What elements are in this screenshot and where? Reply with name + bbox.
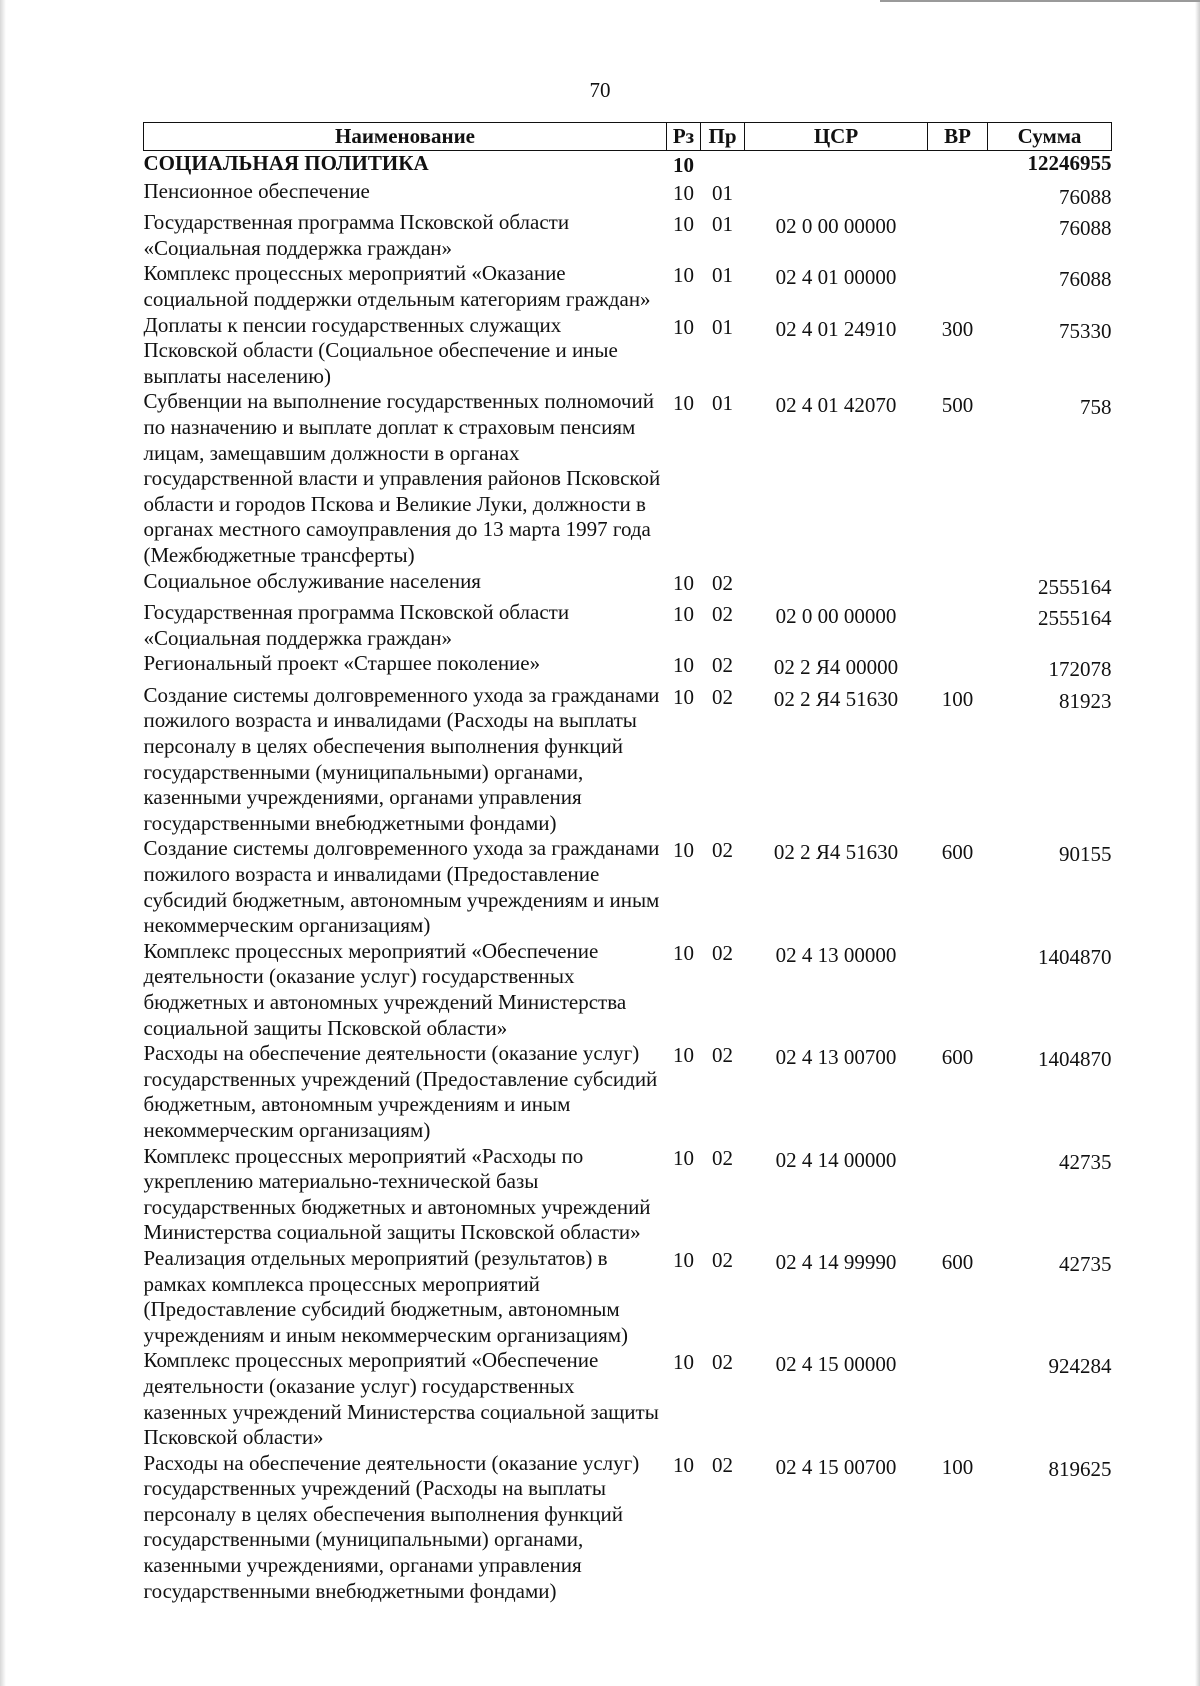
cell-sum: 2555164: [1038, 574, 1112, 599]
table-body: [144, 151, 1112, 1605]
table-row: [144, 683, 1112, 837]
cell-csr: 02 4 15 00700: [775, 1454, 897, 1479]
header-sum: Сумма: [988, 123, 1112, 151]
header-csr: ЦСР: [745, 123, 928, 151]
cell-pr: 02: [712, 838, 733, 863]
cell-sum: 90155: [1059, 842, 1112, 867]
cell-pr: 02: [712, 1452, 733, 1477]
cell-vr: [928, 569, 988, 601]
scan-edge-right: [1195, 0, 1200, 1686]
cell-sum: 75330: [1059, 318, 1112, 343]
cell-sum: 76088: [1059, 184, 1112, 209]
table-row: [144, 261, 1112, 312]
header-vr: ВР: [928, 123, 988, 151]
cell-name: Комплекс процессных мероприятий «Обеспечение деятельности (оказание услуг) государственных бюджетных и автономных учреждений Министерства социальной защиты Псковской области»: [143, 938, 627, 1040]
cell-vr: 600: [941, 1249, 974, 1274]
table-row: [144, 151, 1112, 179]
cell-csr: [745, 179, 928, 211]
cell-name: Создание системы долговременного ухода за гражданами пожилого возраста и инвалидами (Расходы на выплаты персоналу в целях обеспечения выполнения функций государственными (муниципальными) органами, казенными учреждениями, органами управления государственными внебюджетными фондами): [143, 682, 660, 835]
cell-vr: [928, 651, 988, 683]
cell-sum: 12246955: [1027, 151, 1112, 175]
cell-sum: 819625: [1048, 1456, 1112, 1481]
table-row: [144, 836, 1112, 938]
cell-name: Комплекс процессных мероприятий «Обеспечение деятельности (оказание услуг) государственных казенных учреждений Министерства социальной защиты Псковской области»: [143, 1348, 659, 1450]
cell-vr: 100: [941, 1454, 974, 1479]
cell-pr: 02: [712, 684, 733, 709]
cell-vr: 500: [941, 393, 974, 418]
cell-vr: 100: [941, 686, 974, 711]
cell-pr: [701, 151, 745, 179]
cell-rz: 10: [673, 838, 694, 863]
cell-csr: 02 2 Я4 00000: [773, 655, 899, 680]
cell-sum: 81923: [1059, 688, 1112, 713]
cell-csr: 02 0 00 00000: [775, 604, 897, 629]
table-row: [144, 600, 1112, 651]
table-row: [144, 569, 1112, 601]
cell-name: Реализация отдельных мероприятий (результатов) в рамках комплекса процессных мероприятий (Предоставление субсидий бюджетным, автономным учреждениям и иным некоммерческим организациям): [143, 1245, 629, 1347]
cell-vr: [928, 151, 988, 179]
cell-sum: 172078: [1048, 657, 1112, 682]
cell-rz: 10: [673, 570, 694, 595]
table-row: [144, 1348, 1112, 1450]
cell-rz: 10: [673, 940, 694, 965]
cell-pr: 02: [712, 653, 733, 678]
cell-rz: 10: [673, 653, 694, 678]
cell-sum: 758: [1080, 395, 1112, 420]
cell-name: Пенсионное обеспечение: [143, 178, 370, 203]
table-row: [144, 313, 1112, 390]
cell-sum: 76088: [1059, 216, 1112, 241]
cell-name: Региональный проект «Старшее поколение»: [143, 651, 541, 676]
table-row: [144, 210, 1112, 261]
table-row: [144, 1246, 1112, 1348]
cell-rz: 10: [673, 1350, 694, 1375]
cell-vr: 600: [941, 840, 974, 865]
cell-csr: 02 2 Я4 51630: [773, 840, 899, 865]
cell-csr: 02 4 14 00000: [775, 1147, 897, 1172]
cell-pr: 02: [712, 1247, 733, 1272]
cell-pr: 02: [712, 1145, 733, 1170]
header-name: Наименование: [144, 123, 667, 151]
table-row: [144, 939, 1112, 1041]
cell-vr: [928, 1348, 988, 1450]
cell-name: Государственная программа Псковской области «Социальная поддержка граждан»: [143, 600, 570, 650]
cell-csr: 02 2 Я4 51630: [773, 686, 899, 711]
cell-vr: [928, 1144, 988, 1246]
cell-pr: 01: [712, 180, 733, 205]
page-number: 70: [589, 78, 611, 102]
cell-csr: 02 4 13 00000: [775, 942, 897, 967]
cell-csr: 02 0 00 00000: [775, 214, 897, 239]
cell-sum: 924284: [1048, 1354, 1112, 1379]
cell-csr: 02 4 01 24910: [775, 316, 897, 341]
header-pr: Пр: [701, 123, 745, 151]
cell-rz: 10: [673, 263, 694, 288]
cell-csr: 02 4 13 00700: [775, 1045, 897, 1070]
cell-csr: 02 4 14 99990: [775, 1249, 897, 1274]
cell-name: Создание системы долговременного ухода за гражданами пожилого возраста и инвалидами (Предоставление субсидий бюджетным, автономным учреждениям и иным некоммерческим организациям): [143, 836, 660, 938]
cell-csr: 02 4 01 42070: [775, 393, 897, 418]
table-row: [144, 651, 1112, 683]
cell-pr: 02: [712, 570, 733, 595]
cell-pr: 01: [712, 391, 733, 416]
cell-rz: 10: [673, 391, 694, 416]
budget-table: [143, 122, 1112, 1604]
cell-pr: 01: [712, 212, 733, 237]
cell-rz: 10: [673, 153, 694, 177]
cell-sum: 2555164: [1038, 606, 1112, 631]
cell-rz: 10: [673, 1145, 694, 1170]
cell-name: СОЦИАЛЬНАЯ ПОЛИТИКА: [143, 151, 429, 175]
cell-rz: 10: [673, 180, 694, 205]
cell-name: Комплекс процессных мероприятий «Расходы по укреплению материально-технической базы государственных бюджетных и автономных учреждений Министерства социальной защиты Псковской области»: [143, 1143, 651, 1245]
cell-rz: 10: [673, 602, 694, 627]
cell-name: Субвенции на выполнение государственных полномочий по назначению и выплате доплат к страховым пенсиям лицам, замещавшим должности в органах государственной власти и управления районов Псковской области и городов Пскова и Великие Луки, должности в органах местного самоуправления до 13 марта 1997 года (Межбюджетные трансферты): [143, 389, 661, 567]
scan-top-line: [880, 0, 1200, 2]
cell-rz: 10: [673, 1452, 694, 1477]
cell-vr: [928, 179, 988, 211]
cell-name: Расходы на обеспечение деятельности (оказание услуг) государственных учреждений (Предоставление субсидий бюджетным, автономным учреждениям и иным некоммерческим организациям): [143, 1041, 658, 1142]
table-row: [144, 1144, 1112, 1246]
table-row: [144, 1451, 1112, 1605]
cell-name: Государственная программа Псковской области «Социальная поддержка граждан»: [143, 210, 570, 260]
cell-csr: [745, 151, 928, 179]
cell-csr: 02 4 01 00000: [775, 265, 897, 290]
cell-csr: [745, 569, 928, 601]
cell-sum: 1404870: [1038, 944, 1112, 969]
cell-rz: 10: [673, 684, 694, 709]
cell-pr: 02: [712, 1043, 733, 1068]
cell-pr: 02: [712, 940, 733, 965]
cell-rz: 10: [673, 212, 694, 237]
cell-vr: [928, 261, 988, 312]
cell-vr: [928, 600, 988, 651]
table-row: [144, 179, 1112, 211]
cell-pr: 01: [712, 314, 733, 339]
cell-csr: 02 4 15 00000: [775, 1352, 897, 1377]
cell-pr: 01: [712, 263, 733, 288]
scan-edge-left: [0, 0, 6, 1686]
cell-sum: 42735: [1059, 1149, 1112, 1174]
cell-rz: 10: [673, 314, 694, 339]
cell-name: Доплаты к пенсии государственных служащих Псковской области (Социальное обеспечение и иные выплаты населению): [143, 312, 618, 388]
cell-vr: [928, 939, 988, 1041]
cell-rz: 10: [673, 1043, 694, 1068]
cell-pr: 02: [712, 1350, 733, 1375]
cell-vr: 300: [941, 316, 974, 341]
cell-sum: 1404870: [1038, 1047, 1112, 1072]
cell-name: Комплекс процессных мероприятий «Оказание социальной поддержки отдельным категориям граждан»: [143, 261, 651, 311]
cell-sum: 76088: [1059, 267, 1112, 292]
cell-sum: 42735: [1059, 1251, 1112, 1276]
cell-pr: 02: [712, 602, 733, 627]
table-row: [144, 389, 1112, 568]
cell-vr: 600: [941, 1045, 974, 1070]
header-rz: Рз: [667, 123, 701, 151]
cell-vr: [928, 210, 988, 261]
cell-name: Социальное обслуживание населения: [143, 568, 481, 593]
table-header-row: [144, 123, 1112, 151]
cell-name: Расходы на обеспечение деятельности (оказание услуг) государственных учреждений (Расходы на выплаты персоналу в целях обеспечения выполнения функций государственными (муниципальными) органами, казенными учреждениями, органами управления государственными внебюджетными фондами): [143, 1450, 640, 1603]
cell-rz: 10: [673, 1247, 694, 1272]
table-row: [144, 1041, 1112, 1143]
